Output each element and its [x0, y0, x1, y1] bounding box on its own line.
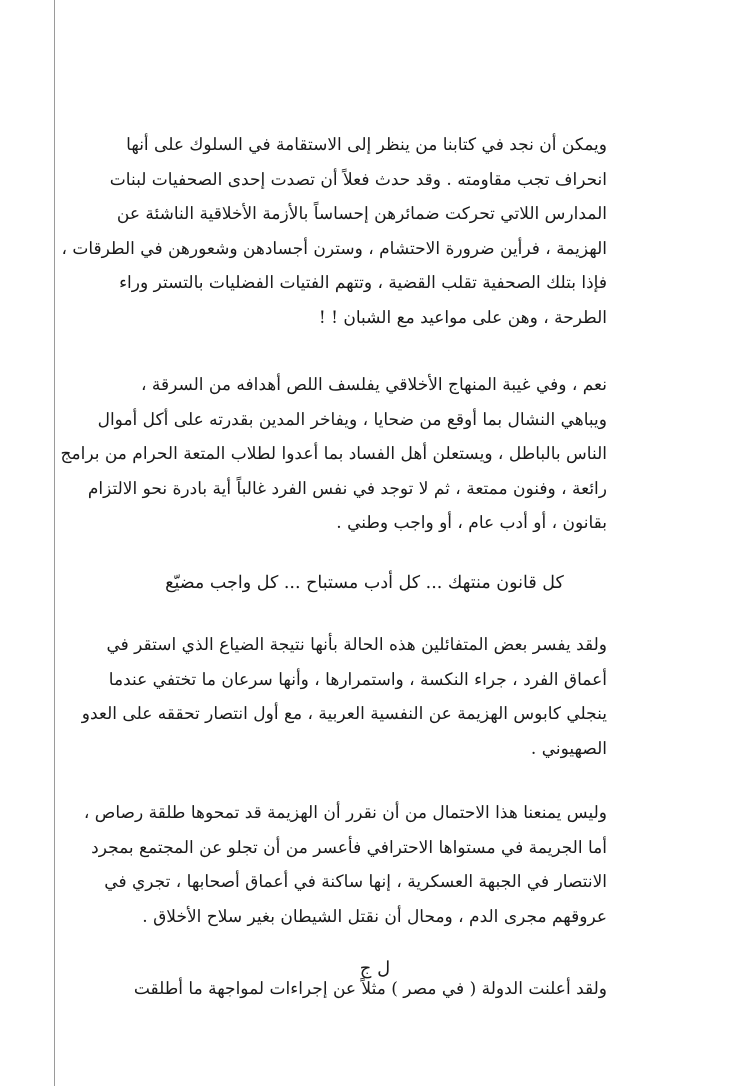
quote-text: كل قانون منتهك ... كل أدب مستباح ... كل واجب مضيّع	[165, 572, 564, 593]
text-line: الهزيمة ، فرأين ضرورة الاحتشام ، وسترن أجسادهن وشعورهن في الطرقات ،	[61, 238, 607, 259]
text-line: ولقد أعلنت الدولة ( في مصر ) مثلاً عن إجراءات لمواجهة ما أطلقت	[133, 979, 607, 999]
text-line: رائعة ، وفنون ممتعة ، ثم لا توجد في نفس الفرد غالباً أية بادرة نحو الالتزام	[87, 478, 607, 499]
text-line: أعماق الفرد ، جراء النكسة ، واستمرارها ، وأنها سرعان ما تختفي عندما	[108, 669, 607, 690]
paragraph-2	[60, 368, 607, 541]
text-line: الناس بالباطل ، ويستعلن أهل الفساد بما أعدوا لطلاب المتعة الحرام من برامج	[60, 444, 607, 464]
text-line: ينجلي كابوس الهزيمة عن النفسية العربية ، مع أول انتصار تحققه على العدو	[81, 704, 607, 724]
text-line: عروقهم مجرى الدم ، ومحال أن نقتل الشيطان بغير سلاح الأخلاق .	[142, 906, 607, 927]
paragraph-3	[81, 628, 607, 766]
text-line: وليس يمنعنا هذا الاحتمال من أن نقرر أن الهزيمة قد تمحوها طلقة رصاص ،	[83, 803, 607, 823]
text-line: ويباهي النشال بما أوقع من ضحايا ، ويفاخر المدين بقدرته على أكل أموال	[97, 409, 607, 430]
text-line: بقانون ، أو أدب عام ، أو واجب وطني .	[336, 513, 607, 533]
page-body	[60, 128, 607, 1007]
text-line: نعم ، وفي غيبة المنهاج الأخلاقي يفلسف اللص أهدافه من السرقة ،	[140, 375, 607, 395]
paragraph-4	[83, 796, 607, 934]
text-line: ولقد يفسر بعض المتفائلين هذه الحالة بأنها نتيجة الضياع الذي استقر في	[106, 635, 607, 655]
text-line: الانتصار في الجبهة العسكرية ، إنها ساكنة في أعماق أصحابها ، تجري في	[104, 872, 607, 892]
text-line: المدارس اللاتي تحركت ضمائرهن إحساساً بالأزمة الأخلاقية الناشئة عن	[116, 204, 607, 224]
text-line: الصهيوني .	[530, 738, 607, 759]
paragraph-1	[61, 128, 607, 335]
text-line: انحراف تجب مقاومته . وقد حدث فعلاً أن تصدت إحدى الصحفيات لبنات	[109, 169, 607, 190]
text-line: الطرحة ، وهن على مواعيد مع الشبان ! !	[318, 307, 607, 328]
text-line: أما الجريمة في مستواها الاحترافي فأعسر من أن تجلو عن المجتمع بمجرد	[91, 837, 607, 858]
page-number: ل ج	[359, 958, 391, 979]
page-margin-line	[54, 0, 55, 1086]
text-line: فإذا بتلك الصحفية تقلب القضية ، وتتهم الفتيات الفضليات بالتستر وراء	[119, 273, 607, 293]
text-line: ويمكن أن نجد في كتابنا من ينظر إلى الاستقامة في السلوك على أنها	[126, 135, 607, 155]
quote-line	[132, 566, 607, 601]
